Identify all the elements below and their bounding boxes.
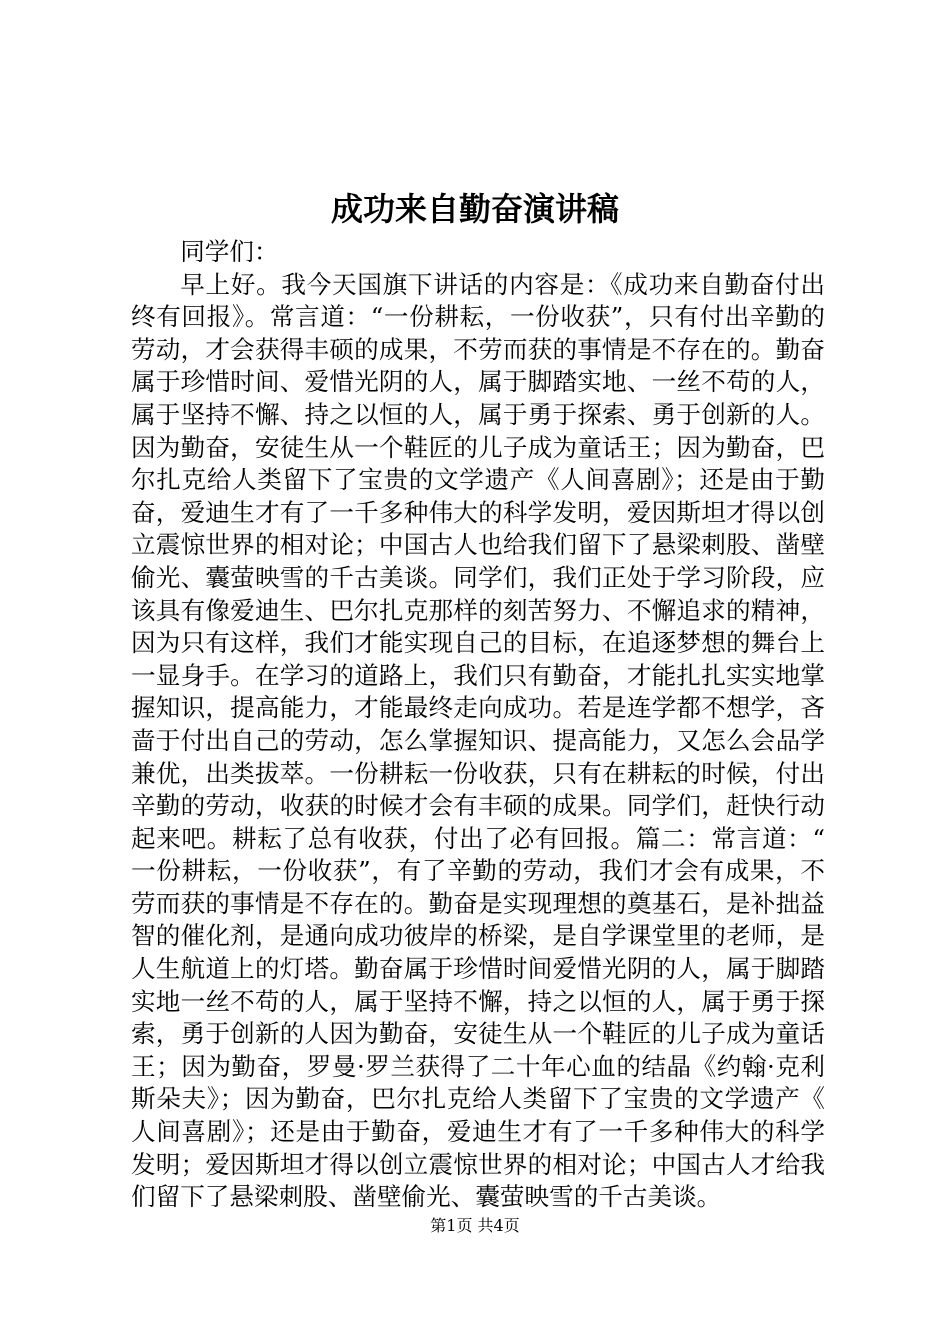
page-footer [0,1215,950,1237]
salutation-paragraph: 同学们： [180,237,279,266]
document-title: 成功来自勤奋演讲稿 [330,190,619,228]
page-number: 第1页 [430,1216,473,1235]
document-body [131,236,825,1214]
page-total: 共4页 [477,1216,520,1235]
body-paragraph: 早上好。我今天国旗下讲话的内容是：《成功来自勤奋付出终有回报》。常言道：“一份耕耘，一份收获”，只有付出辛勤的劳动，才会获得丰硕的成果，不劳而获的事情是不存在的。勤奋属于珍惜时间、爱惜光阴的人，属于脚踏实地、一丝不苟的人，属于坚持不懈、持之以恒的人，属于勇于探索、勇于创新的人。因为勤奋，安徒生从一个鞋匠的儿子成为童话王；因为勤奋，巴尔扎克给人类留下了宝贵的文学遗产《人间喜剧》；还是由于勤奋，爱迪生才有了一千多种伟大的科学发明，爱因斯坦才得以创立震惊世界的相对论；中国古人也给我们留下了悬梁刺股、凿壁偷光、囊萤映雪的千古美谈。同学们，我们正处于学习阶段，应该具有像爱迪生、巴尔扎克那样的刻苦努力、不懈追求的精神，因为只有这样，我们才能实现自己的目标，在追逐梦想的舞台上一显身手。在学习的道路上，我们只有勤奋，才能扎扎实实地掌握知识，提高能力，才能最终走向成功。若是连学都不想学，吝啬于付出自己的劳动，怎么掌握知识、提高能力，又怎么会品学兼优，出类拔萃。一份耕耘一份收获，只有在耕耘的时候，付出辛勤的劳动，收获的时候才会有丰硕的成果。同学们，赶快行动起来吧。耕耘了总有收获，付出了必有回报。篇二：常言道：“一份耕耘，一份收获”，有了辛勤的劳动，我们才会有成果，不劳而获的事情是不存在的。勤奋是实现理想的奠基石，是补拙益智的催化剂，是通向成功彼岸的桥梁，是自学课堂里的老师，是人生航道上的灯塔。勤奋属于珍惜时间爱惜光阴的人，属于脚踏实地一丝不苟的人，属于坚持不懈，持之以恒的人，属于勇于探索，勇于创新的人因为勤奋，安徒生从一个鞋匠的儿子成为童话王；因为勤奋，罗曼·罗兰获得了二十年心血的结晶《约翰·克利斯朵夫》；因为勤奋，巴尔扎克给人类留下了宝贵的文学遗产《人间喜剧》；还是由于勤奋，爱迪生才有了一千多种伟大的科学发明；爱因斯坦才得以创立震惊世界的相对论；中国古人才给我们留下了悬梁刺股、凿壁偷光、囊萤映雪的千古美谈。 [131,269,825,1212]
